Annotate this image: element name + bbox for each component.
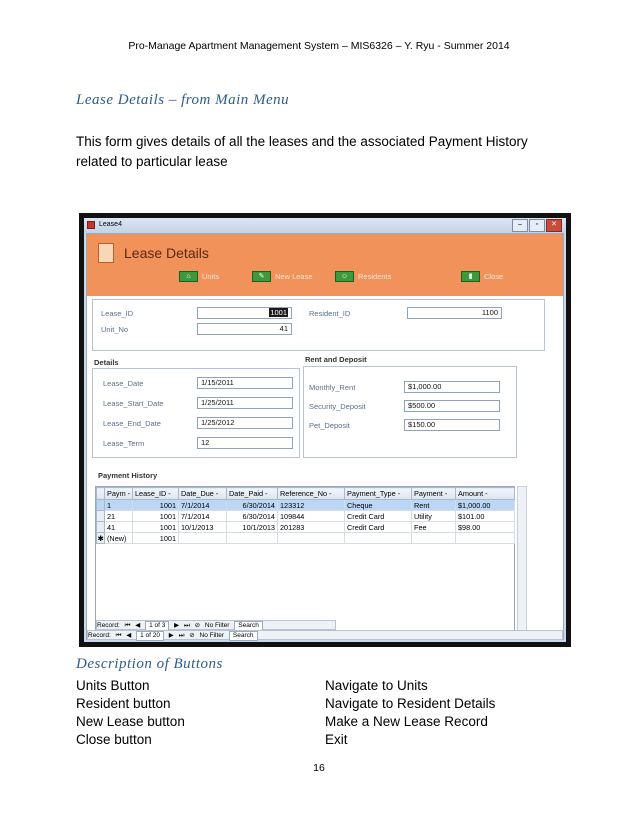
form-record-navigator bbox=[87, 630, 563, 640]
rent-deposit-group-title: Rent and Deposit bbox=[305, 355, 367, 364]
table-cell[interactable]: Rent bbox=[412, 500, 456, 511]
table-cell[interactable]: 1001 bbox=[133, 511, 179, 522]
record-position[interactable]: 1 of 3 bbox=[145, 621, 169, 631]
next-record-icon[interactable]: ▶ bbox=[174, 622, 180, 629]
filter-icon[interactable]: ⊘ bbox=[189, 632, 195, 639]
table-cell[interactable]: Utility bbox=[412, 511, 456, 522]
column-header[interactable]: Payment - bbox=[412, 488, 456, 500]
button-name: Resident button bbox=[76, 696, 171, 711]
table-cell[interactable]: 10/1/2013 bbox=[179, 522, 227, 533]
button-description: Navigate to Units bbox=[325, 678, 428, 693]
next-record-icon[interactable]: ▶ bbox=[168, 632, 174, 639]
subform-record-navigator bbox=[96, 620, 336, 630]
record-label: Record: bbox=[97, 622, 120, 629]
monthly-rent-label: Monthly_Rent bbox=[309, 383, 356, 392]
window-titlebar bbox=[84, 218, 566, 233]
column-header[interactable]: Date_Due - bbox=[179, 488, 227, 500]
record-label: Record: bbox=[88, 632, 111, 639]
section-title-buttons: Description of Buttons bbox=[76, 656, 223, 672]
table-cell[interactable] bbox=[278, 533, 345, 544]
new-lease-button-label: New Lease bbox=[275, 272, 313, 281]
units-button-label: Units bbox=[202, 272, 220, 281]
button-name: Units Button bbox=[76, 678, 150, 693]
close-door-icon: ▮ bbox=[461, 271, 480, 282]
resident-id-field[interactable]: 1100 bbox=[407, 307, 502, 319]
units-icon: ⌂ bbox=[179, 271, 198, 282]
intro-paragraph bbox=[76, 132, 576, 172]
table-header-row bbox=[97, 488, 515, 500]
resident-id-label: Resident_ID bbox=[309, 309, 351, 318]
row-selector[interactable] bbox=[97, 500, 105, 511]
lease-end-date-label: Lease_End_Date bbox=[103, 419, 161, 428]
lease-term-label: Lease_Term bbox=[103, 439, 145, 448]
button-description-row bbox=[76, 678, 576, 696]
lease-start-date-label: Lease_Start_Date bbox=[103, 399, 164, 408]
lease-date-label: Lease_Date bbox=[103, 379, 144, 388]
form-window bbox=[84, 218, 566, 642]
table-cell[interactable]: 10/1/2013 bbox=[227, 522, 278, 533]
new-record-icon: ✱ bbox=[97, 533, 104, 543]
column-header[interactable]: Date_Paid - bbox=[227, 488, 278, 500]
table-cell[interactable] bbox=[456, 533, 515, 544]
first-record-icon[interactable]: ⏮ bbox=[124, 622, 131, 629]
payment-history-title: Payment History bbox=[98, 471, 158, 480]
row-selector[interactable] bbox=[97, 511, 105, 522]
button-description: Make a New Lease Record bbox=[325, 714, 488, 729]
pet-deposit-field[interactable]: $150.00 bbox=[404, 419, 500, 431]
first-record-icon[interactable]: ⏮ bbox=[115, 632, 122, 639]
table-cell[interactable]: $98.00 bbox=[456, 522, 515, 533]
subform-scrollbar[interactable] bbox=[517, 486, 527, 634]
window-title: Lease4 bbox=[99, 221, 122, 228]
rent-deposit-group bbox=[303, 366, 517, 458]
intro-line-2: related to particular lease bbox=[76, 154, 228, 169]
lease-end-date-field[interactable]: 1/25/2012 bbox=[197, 417, 293, 429]
column-header[interactable]: Reference_No - bbox=[278, 488, 345, 500]
lease-date-field[interactable]: 1/15/2011 bbox=[197, 377, 293, 389]
pet-deposit-label: Pet_Deposit bbox=[309, 421, 350, 430]
table-cell[interactable]: 1 bbox=[105, 500, 133, 511]
button-description: Exit bbox=[325, 732, 348, 747]
button-name: New Lease button bbox=[76, 714, 185, 729]
button-name: Close button bbox=[76, 732, 152, 747]
column-header[interactable]: Paym - bbox=[105, 488, 133, 500]
security-deposit-label: Security_Deposit bbox=[309, 402, 366, 411]
close-button-label: Close bbox=[484, 272, 504, 281]
lease-id-label: Lease_ID bbox=[101, 309, 134, 318]
table-cell[interactable]: 1001 bbox=[133, 522, 179, 533]
row-selector-header[interactable] bbox=[97, 488, 105, 500]
maximize-icon[interactable]: ▫ bbox=[529, 219, 545, 232]
intro-line-1: This form gives details of all the leases and the associated Payment History bbox=[76, 134, 528, 149]
search-box[interactable]: Search bbox=[229, 631, 258, 641]
payment-history-table bbox=[96, 487, 515, 544]
table-cell[interactable]: 6/30/2014 bbox=[227, 511, 278, 522]
form-icon bbox=[87, 221, 95, 229]
column-header[interactable]: Payment_Type - bbox=[345, 488, 412, 500]
details-group-title: Details bbox=[94, 358, 119, 367]
column-header[interactable]: Lease_ID - bbox=[133, 488, 179, 500]
payment-history-subform bbox=[95, 486, 515, 634]
new-lease-icon: ✎ bbox=[252, 271, 271, 282]
lease-details-form bbox=[86, 233, 564, 640]
table-cell[interactable]: Credit Card bbox=[345, 522, 412, 533]
residents-button-label: Residents bbox=[358, 272, 392, 281]
monthly-rent-field[interactable]: $1,000.00 bbox=[404, 381, 500, 393]
table-row[interactable] bbox=[97, 522, 515, 533]
table-cell[interactable] bbox=[179, 533, 227, 544]
table-cell[interactable]: 201283 bbox=[278, 522, 345, 533]
table-cell[interactable]: 6/30/2014 bbox=[227, 500, 278, 511]
unit-no-label: Unit_No bbox=[101, 325, 129, 334]
previous-record-icon[interactable]: ◀ bbox=[135, 622, 141, 629]
filter-icon[interactable]: ⊘ bbox=[194, 622, 201, 629]
last-record-icon[interactable]: ⏭ bbox=[183, 622, 190, 629]
table-cell[interactable]: 1001 bbox=[133, 500, 179, 511]
table-cell[interactable]: 7/1/2014 bbox=[179, 500, 227, 511]
lease-id-field[interactable]: 1001 bbox=[197, 307, 292, 319]
lease-form-screenshot bbox=[79, 213, 571, 647]
document-header: Pro-Manage Apartment Management System – MIS6326 – Y. Ryu - Summer 2014 bbox=[128, 40, 510, 52]
table-cell[interactable]: 7/1/2014 bbox=[179, 511, 227, 522]
minimize-icon[interactable]: – bbox=[512, 219, 528, 232]
button-description: Navigate to Resident Details bbox=[325, 696, 496, 711]
record-position[interactable]: 1 of 20 bbox=[136, 631, 164, 641]
residents-icon: ☺ bbox=[335, 271, 354, 282]
column-header[interactable]: Amount - bbox=[456, 488, 515, 500]
new-record-row[interactable] bbox=[97, 533, 515, 544]
table-row[interactable] bbox=[97, 511, 515, 522]
form-header bbox=[87, 234, 563, 296]
unit-no-field[interactable]: 41 bbox=[197, 323, 292, 335]
table-cell[interactable]: Fee bbox=[412, 522, 456, 533]
table-cell[interactable]: 123312 bbox=[278, 500, 345, 511]
table-cell[interactable]: Cheque bbox=[345, 500, 412, 511]
table-cell[interactable] bbox=[345, 533, 412, 544]
table-cell[interactable] bbox=[412, 533, 456, 544]
table-cell[interactable]: 21 bbox=[105, 511, 133, 522]
section-title-lease-details: Lease Details – from Main Menu bbox=[76, 92, 290, 108]
button-description-row bbox=[76, 696, 576, 714]
table-cell[interactable]: 1001 bbox=[133, 533, 179, 544]
security-deposit-field[interactable]: $500.00 bbox=[404, 400, 500, 412]
button-description-row bbox=[76, 714, 576, 732]
no-filter-label[interactable]: No Filter bbox=[204, 622, 230, 629]
table-cell[interactable]: $1,000.00 bbox=[456, 500, 515, 511]
lease-term-field[interactable]: 12 bbox=[197, 437, 293, 449]
table-cell[interactable]: 109844 bbox=[278, 511, 345, 522]
previous-record-icon[interactable]: ◀ bbox=[126, 632, 132, 639]
table-cell[interactable]: $101.00 bbox=[456, 511, 515, 522]
row-selector[interactable] bbox=[97, 522, 105, 533]
page-number: 16 bbox=[313, 762, 325, 774]
button-description-row bbox=[76, 732, 576, 750]
no-filter-label[interactable]: No Filter bbox=[199, 632, 225, 639]
last-record-icon[interactable]: ⏭ bbox=[178, 632, 185, 639]
table-cell[interactable]: 41 bbox=[105, 522, 133, 533]
table-cell[interactable]: (New) bbox=[105, 533, 133, 544]
table-cell[interactable]: Credit Card bbox=[345, 511, 412, 522]
table-cell[interactable] bbox=[227, 533, 278, 544]
form-header-icon bbox=[98, 243, 114, 263]
close-icon[interactable]: ✕ bbox=[546, 219, 562, 232]
table-row[interactable] bbox=[97, 500, 515, 511]
search-box[interactable]: Search bbox=[234, 621, 263, 631]
lease-start-date-field[interactable]: 1/25/2011 bbox=[197, 397, 293, 409]
form-title: Lease Details bbox=[124, 245, 209, 261]
